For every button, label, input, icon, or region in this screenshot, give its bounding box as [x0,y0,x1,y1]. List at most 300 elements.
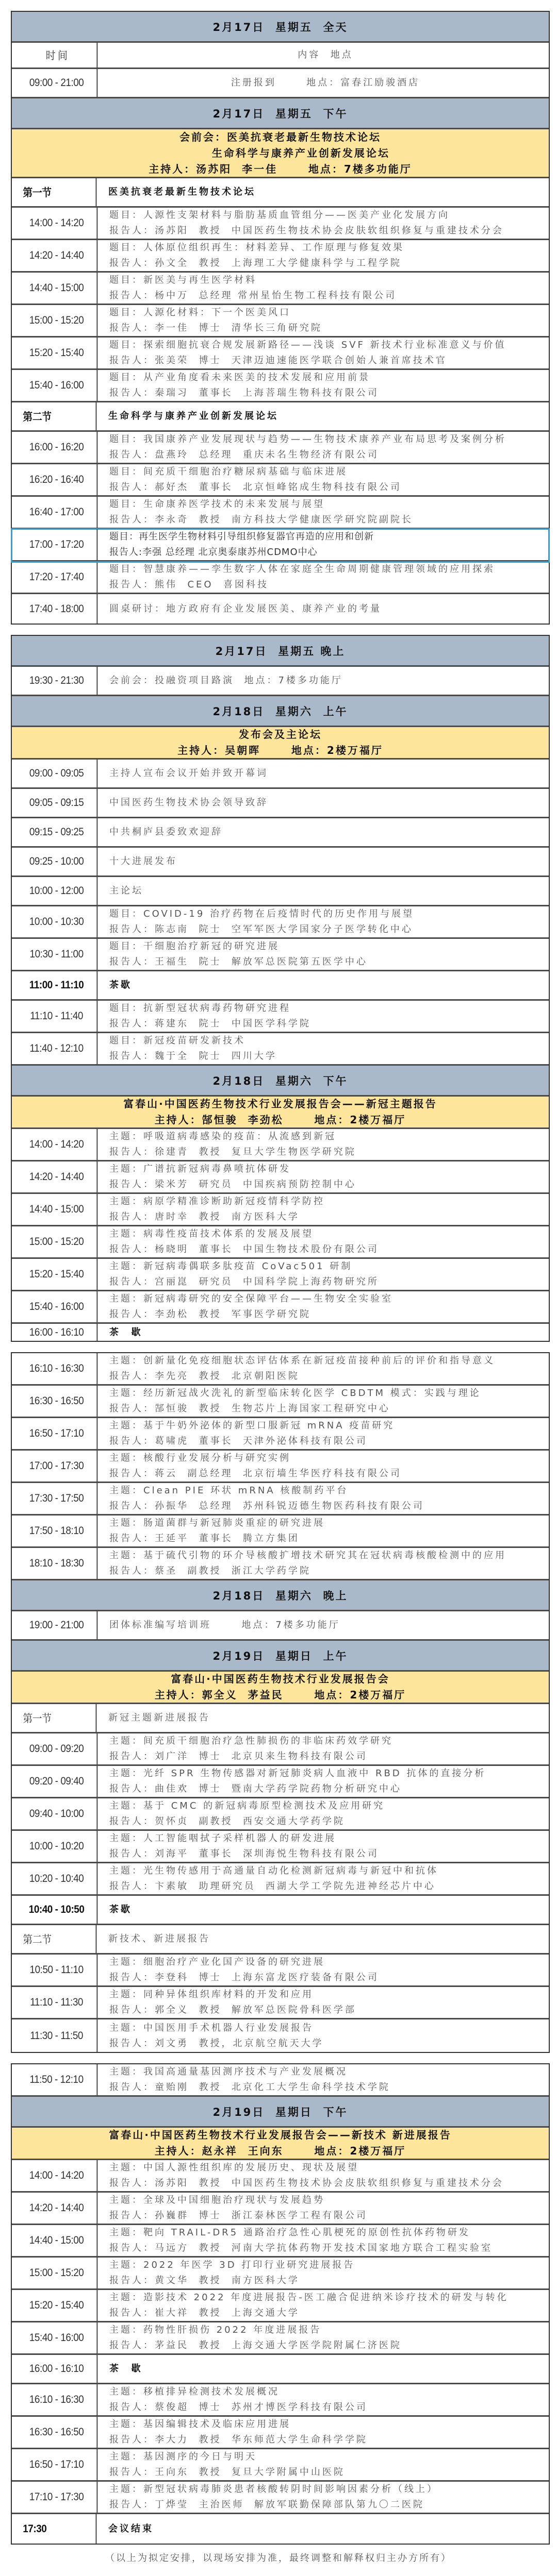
talk-speaker: 报告人：蔡圣 副教授 浙江大学药学院 [109,1565,311,1576]
time-cell: 10:40 - 10:50 [17,1896,98,1924]
content-text: 茶歇 [109,980,132,990]
time-cell: 16:10 - 16:30 [17,1353,98,1384]
content-cell [102,1733,549,1764]
content-cell [101,2514,549,2544]
time-cell: 15:00 - 15:20 [17,1226,98,1257]
single-row [12,667,549,696]
date-header: 2月19日 星期日 下午 [12,2097,549,2128]
single-row [12,877,549,906]
time-cell: 09:05 - 09:15 [17,789,98,817]
talk-title: 主题：2022 年医学 3D 打印行业研究进展报告 [109,2260,355,2270]
schedule-table [11,2063,550,2545]
talk-title: 主题：同种异体组织库材料的开发和应用 [109,1989,314,2000]
talk-row [12,2193,549,2225]
time-cell: 10:00 - 12:00 [17,877,98,905]
talk-row [12,1451,549,1483]
talk-title: 题目：新医美与再生医学材料 [109,275,257,285]
content-cell [102,2384,549,2415]
talk-speaker: 报告人：郭全义 教授 解放军总医院骨科医学部 [109,2005,356,2015]
talk-row [12,1483,549,1516]
talk-row [12,1001,549,1033]
talk-title: 题目：探索细胞抗衰合规发展新路径——浅谈 SVF 新技术行业标准意义与价值 [109,340,506,350]
content-cell [102,760,549,787]
talk-speaker: 报告人：熊伟 CEO 喜囡科技 [109,579,269,590]
content-cell [102,529,549,560]
talk-title: 主题：新冠病毒研究的安全保障平台——生物安全实验室 [109,1293,393,1304]
talk-row [12,1548,549,1580]
time-cell: 09:00 - 09:20 [17,1733,98,1764]
talk-title: 主题：呼吸道病毒感染的疫苗：从流感到新冠 [109,1131,336,1142]
time-cell: 17:30 - 17:50 [17,1483,98,1514]
single-row [12,760,549,789]
talk-row [12,432,549,464]
time-cell: 第二节 [17,402,97,430]
content-cell [102,432,549,463]
time-cell: 11:40 - 12:10 [17,1033,98,1064]
time-cell: 09:25 - 10:00 [17,848,98,875]
content-cell [102,338,549,368]
time-cell: 16:30 - 16:50 [17,2417,98,2448]
time-cell: 11:30 - 11:50 [17,2019,98,2052]
talk-row [12,1733,549,1766]
colhead-row [12,43,549,69]
talk-row [12,1863,549,1896]
talk-title: 主题：核酸行业发展分析与研究实例 [109,1453,291,1463]
talk-speaker: 报告人：孙振华 总经理 苏州科锐迈德生物医药科技有限公司 [109,1501,424,1511]
time-cell: 16:50 - 17:10 [17,1418,98,1449]
talk-speaker: 报告人：郜恒骏 教授 生物芯片上海国家工程研究中心 [109,1403,390,1414]
talk-row [12,497,549,529]
talk-speaker: 报告人：李大力 教授 华东师范大学生命科学学院 [109,2434,368,2445]
footer-note: （以上为拟定安排，以现场安排为准，最终调整和解释权归主办方所有） [105,2553,452,2564]
content-text: 新冠主题新进展报告 [108,1712,210,1723]
banner-line: 富春山·中国医药生物技术行业发展报告会——新技术 新进展报告 [109,2129,452,2141]
talk-row [12,1766,549,1798]
talk-title: 题目：我国康养产业发展现状与趋势——生物技术康养产业布局思考及案例分析 [109,434,506,445]
talk-speaker: 报告人：梁米芳 研究员 中国疾病预防控制中心 [109,1179,356,1190]
content-cell [102,69,549,97]
talk-row [12,1161,549,1194]
time-cell: 15:20 - 15:40 [17,2290,98,2321]
talk-row [12,1259,549,1291]
talk-speaker: 报告人：孙文全 教授 上海理工大学健康科学与工程学院 [109,258,402,268]
time-cell: 16:20 - 16:40 [17,464,98,495]
content-cell [102,240,549,271]
talk-title: 主题：基于牛奶外泌体的新型口服新冠 mRNA 疫苗研究 [109,1420,395,1431]
talk-speaker: 报告人：李永奇 教授 南方科技大学健康医学研究院副院长 [109,514,413,525]
date-header: 2月17日 星期五 下午 [12,98,549,129]
time-cell: 14:00 - 14:20 [17,1129,98,1160]
date-header: 2月17日 星期五 全天 [12,12,549,43]
time-cell: 14:20 - 14:40 [17,2193,98,2224]
banner-line: 生命科学与康养产业创新发展论坛 [171,146,390,159]
content-text: 主论坛 [109,885,143,896]
talk-row [12,1987,549,2019]
content-cell [102,1324,549,1341]
talk-row [12,240,549,273]
time-cell: 14:00 - 14:20 [17,208,98,239]
time-cell: 19:00 - 21:00 [17,1611,98,1639]
talk-speaker: 报告人：魏于全 院士 四川大学 [109,1051,277,1062]
content-cell [102,1896,549,1924]
time-cell: 09:15 - 09:25 [17,818,98,846]
talk-speaker: 报告人：张美荣 博士 天津迈迪速能医学联合创始人兼首席技术官 [109,355,447,366]
time-cell: 09:00 - 09:05 [17,760,98,787]
talk-title: 题目：人源性支架材料与脂肪基质血管组分——医美产业化发展方向 [109,210,450,221]
break-row [12,2355,549,2384]
content-text: 十大进展发布 [109,856,177,867]
content-cell [102,2160,549,2191]
content-text: 团体标准编写培训班 地点：7楼多功能厅 [109,1620,340,1630]
talk-row [12,2322,549,2355]
content-cell [102,1161,549,1192]
content-cell [102,1001,549,1032]
content-cell [102,1129,549,1160]
time-cell: 14:20 - 14:40 [17,240,98,271]
time-cell: 17:30 [17,2514,97,2544]
talk-row [12,2384,549,2417]
content-cell [102,971,549,999]
time-cell: 第二节 [17,1925,97,1953]
talk-title: 主题：光生物传感用于高通量自动化检测新冠病毒与新冠中和抗体 [109,1865,438,1876]
time-cell: 09:20 - 09:40 [17,1766,98,1797]
talk-row [12,2064,549,2097]
content-cell [102,43,549,68]
talk-title: 主题：基于 CMC 的新冠病毒原型检测技术及应用研究 [109,1800,385,1811]
talk-title: 主题：我国高通量基因测序技术与产业发展概况 [109,2066,348,2077]
banner-line: 会前会：医美抗衰老最新生物技术论坛 [179,130,381,143]
content-cell [102,1418,549,1449]
time-cell: 10:00 - 10:20 [17,1831,98,1862]
content-text: 新技术、新进展报告 [108,1933,210,1944]
time-cell: 10:20 - 10:40 [17,1863,98,1894]
talk-speaker: 报告人：蒋建东 院士 中国医学科学院 [109,1018,311,1029]
banner-line: 主持人：郭全义 茅益民 地点：2楼万福厅 [154,1689,406,1701]
talk-row [12,2449,549,2482]
talk-speaker: 报告人：曲佳欢 博士 暨南大学药学院药物分析研究中心 [109,1783,402,1794]
content-text: 茶 歇 [109,2363,143,2374]
talk-title: 主题：靶向 TRAIL-DR5 通路治疗急性心肌梗死的原创性抗体药物研发 [109,2227,470,2238]
time-cell: 11:10 - 11:30 [17,1987,98,2018]
talk-row [12,1353,549,1386]
talk-title: 主题：中国人源性组织库的发展历史、现状及展望 [109,2162,359,2173]
content-cell [102,1987,549,2018]
talk-title: 题目：抗新型冠状病毒药物研究进程 [109,1003,291,1014]
time-cell: 15:20 - 15:40 [17,338,98,368]
content-cell [102,667,549,695]
time-cell: 17:10 - 17:30 [17,2482,98,2513]
content-cell [102,1259,549,1290]
content-text: 圆桌研讨：地方政府有企业发展医美、康养产业的考量 [109,603,382,614]
time-cell: 16:00 - 16:20 [17,432,98,463]
talk-row [12,2482,549,2514]
talk-row [12,1798,549,1831]
talk-row [12,273,549,305]
talk-title: 题目：再生医学生物材料引导组织修复器官再造的应用和创新 [109,531,374,542]
talk-row [12,939,549,971]
time-cell: 16:30 - 16:50 [17,1386,98,1417]
time-cell: 第一节 [17,178,97,206]
time-cell: 16:50 - 17:10 [17,2449,98,2480]
content-cell [102,273,549,304]
content-text: 内容 地点 [298,49,353,60]
banner-line: 主持人：吴朝晖 地点：2楼万福厅 [177,744,383,756]
talk-row [12,2290,549,2322]
time-cell: 11:00 - 11:10 [17,971,98,999]
content-cell [102,464,549,495]
content-cell [102,1353,549,1384]
time-cell: 17:50 - 18:10 [17,1516,98,1546]
time-cell: 17:00 - 17:20 [17,529,98,560]
talk-title: 主题：基因测序的今日与明天 [109,2451,257,2462]
content-text: 会议结束 [108,2523,154,2534]
time-cell: 15:00 - 15:20 [17,2258,98,2288]
single-row [12,1611,549,1641]
talk-title: 主题：新型冠状病毒肺炎患者核酸转阴时间影响因素分析（线上） [109,2484,438,2495]
banner-line: 发布会及主论坛 [239,728,322,740]
talk-speaker: 报告人：马远方 教授 河南大学抗体药物开发技术国家地方联合工程实验室 [109,2243,493,2253]
content-cell [102,1033,549,1064]
banner-line: 富春山·中国医药生物技术行业发展报告会 [171,1673,390,1685]
talk-title: 主题：新冠病毒偶联多肽疫苗 CoVac501 研制 [109,1261,353,1272]
time-cell: 17:00 - 17:30 [17,1451,98,1481]
talk-speaker: 报告人：刘文勇 教授，北京航空航天大学 [109,2038,324,2049]
session-banner [12,2128,549,2160]
talk-row [12,1386,549,1418]
talk-title: 主题：造影技术 2022 年度进展报告-医工融合促进纳米诊疗技术的研发与转化 [109,2292,509,2303]
talk-title: 主题：Clean PIE 环状 mRNA 核酸制药平台 [109,1485,349,1496]
content-cell [102,2064,549,2095]
content-cell [102,1863,549,1894]
talk-speaker: 报告人：王向东 教授 复旦大学附属中山医院 [109,2467,345,2478]
content-text: 主持人宣布会议开始并致开幕词 [109,768,268,779]
time-cell: 15:40 - 16:00 [17,1291,98,1322]
talk-speaker: 报告人：黄文华 教授 南方医科大学 [109,2275,300,2286]
banner-line: 主持人：赵永祥 王向东 地点：2楼万福厅 [154,2145,406,2157]
talk-row [12,464,549,497]
time-cell: 11:50 - 12:10 [17,2064,98,2095]
single-row [12,818,549,848]
content-cell [102,1831,549,1862]
talk-speaker: 报告人：王福生 院士 解放军总医院第五医学中心 [109,956,368,967]
talk-row [12,906,549,939]
talk-speaker: 报告人：杨中万 总经理 常州星怡生物工程科技有限公司 [109,290,397,301]
talk-row [12,2417,549,2449]
talk-title: 题目：生命康养医学技术的未来发展与展望 [109,499,325,510]
content-cell [102,818,549,846]
talk-speaker: 报告人:李强 总经理 北京奥泰康苏州CDMO中心 [109,547,318,558]
single-row [12,789,549,818]
end-row [12,2514,549,2544]
talk-title: 主题：移植排异检测技术发展概况 [109,2386,280,2397]
content-cell [102,305,549,336]
center-row [12,69,549,98]
short-row [12,1324,549,1341]
content-text: 茶 歇 [109,1326,143,1338]
talk-title: 主题：经历新冠战火洗礼的新型临床转化医学 CBDTM 模式：实践与理论 [109,1388,481,1399]
content-cell [102,562,549,593]
talk-title: 主题：全球及中国细胞治疗现状与发展趋势 [109,2195,325,2205]
schedule-table [11,1352,550,2053]
section-row [12,402,549,432]
talk-speaker: 报告人：贺怀贞 副教授 西安交通大学药学院 [109,1816,345,1827]
talk-title: 主题：中国医用手术机器人行业发展报告 [109,2022,314,2033]
talk-speaker: 报告人：茅益民 教授 上海交通大学医学院附属仁济医院 [109,2340,402,2351]
talk-title: 主题：人工智能咽拭子采样机器人的研发进展 [109,1833,336,1844]
schedule-table [11,635,550,1342]
content-cell [102,2355,549,2383]
talk-title: 题目：COVID-19 治疗药物在后疫情时代的历史作用与展望 [109,908,415,919]
talk-speaker: 报告人：李劲松 教授 军事医学研究院 [109,1309,311,1320]
talk-title: 主题：广谱抗新冠病毒鼻喷抗体研发 [109,1164,291,1174]
session-banner [12,727,549,760]
talk-title: 题目：间充质干细胞治疗糖尿病基础与临床进展 [109,466,348,477]
content-cell [102,1386,549,1417]
session-banner [12,1672,549,1704]
talk-row [12,1418,549,1451]
time-cell: 15:20 - 15:40 [17,1259,98,1290]
talk-speaker: 报告人：汤苏阳 教授 中国医药生物技术协会皮肤软组织修复与重建技术分会 [109,225,504,236]
content-text: 医美抗衰老最新生物技术论坛 [108,187,256,197]
time-cell: 11:10 - 11:40 [17,1001,98,1032]
content-cell [101,1704,549,1732]
break-row [12,1896,549,1925]
talk-speaker: 报告人：蔡俊超 博士 苏州才博医学科技有限公司 [109,2402,368,2413]
talk-row [12,1226,549,1259]
schedule-table [11,11,550,625]
talk-title: 主题：创新量化免疫细胞状态评估体系在新冠疫苗接种前后的评价和指导意义 [109,1355,495,1366]
content-cell [102,1798,549,1829]
content-cell [101,178,549,206]
banner-line: 富春山·中国医药生物技术行业发展报告会——新冠主题报告 [123,1098,437,1110]
talk-row [12,1033,549,1066]
content-text: 生命科学与康养产业创新发展论坛 [108,411,278,422]
talk-row [12,1955,549,1987]
date-header: 2月18日 星期六 晚上 [12,1580,549,1611]
time-cell: 14:20 - 14:40 [17,1161,98,1192]
time-cell: 17:20 - 17:40 [17,562,98,593]
content-text: 会前会：投融资项目路演 地点：7楼多功能厅 [109,675,343,686]
date-header: 2月18日 星期六 上午 [12,696,549,727]
content-cell [102,2225,549,2256]
talk-speaker: 报告人：盘燕玲 总经理 重庆未名生物经济有限公司 [109,449,379,460]
talk-speaker: 报告人：李一佳 博士 清华长三角研究院 [109,323,322,333]
content-cell [101,402,549,430]
content-cell [102,2417,549,2448]
talk-speaker: 报告人：郝好杰 董事长 北京恒峰铭成生物科技有限公司 [109,482,402,493]
talk-speaker: 报告人：蒋云 副总经理 北京衍墙生华医疗科技有限公司 [109,1468,402,1479]
banner-line: 主持人：汤苏阳 李一佳 地点：7楼多功能厅 [149,162,412,175]
talk-title: 主题：药物性肝损伤 2022 年度进展报告 [109,2325,322,2335]
session-banner [12,1097,549,1129]
content-cell [102,1516,549,1546]
section-row [12,1925,549,1955]
content-text: 注册报到 地点：富春江励骏酒店 [231,77,420,88]
section-row [12,178,549,208]
time-cell: 时 间 [17,43,98,68]
talk-speaker: 报告人：卞素敏 助理研究员 西湖大学工学院先进神经芯片中心 [109,1881,436,1892]
time-cell: 15:40 - 16:00 [17,2322,98,2353]
time-cell: 14:40 - 15:00 [17,1194,98,1225]
content-cell [102,1611,549,1639]
talk-row [12,2225,549,2258]
talk-title: 主题：病毒性疫苗技术体系的发展及展望 [109,1228,314,1239]
talk-row[interactable] [12,529,549,562]
single-row [12,848,549,877]
content-cell [102,208,549,239]
talk-row [12,1194,549,1226]
talk-row [12,370,549,402]
content-cell [102,1955,549,1985]
content-cell [102,2482,549,2513]
single-row [12,594,549,624]
talk-speaker: 报告人：崔大祥 教授 上海交通大学 [109,2308,300,2318]
talk-row [12,562,549,594]
content-cell [102,1483,549,1514]
talk-speaker: 报告人：宫丽崑 研究员 中国科学院上海药物研究所 [109,1276,379,1287]
content-cell [102,1766,549,1797]
talk-title: 主题：肠道菌群与新冠肺炎重症的研究进展 [109,1518,325,1528]
date-header: 2月19日 星期日 上午 [12,1641,549,1672]
content-cell [102,1226,549,1257]
content-text: 中国医药生物技术协会领导致辞 [109,797,268,808]
talk-speaker: 报告人：杨晓明 董事长 中国生物技术股份有限公司 [109,1244,379,1255]
break-row [12,971,549,1001]
content-cell [102,1291,549,1322]
talk-title: 题目：干细胞治疗新冠的研究进展 [109,941,280,952]
content-cell [102,939,549,970]
time-cell: 第一节 [17,1704,97,1732]
time-cell: 10:00 - 10:30 [17,906,98,937]
content-text: 中共桐庐县委致欢迎辞 [109,827,223,837]
session-banner [12,129,549,178]
talk-title: 题目：从产业角度看未来医美的技术发展和应用前景 [109,372,370,383]
talk-speaker: 报告人：丁烨莹 主治医师 解放军联勤保障部队第九〇二医院 [109,2499,424,2510]
time-cell: 15:00 - 15:20 [17,305,98,336]
time-cell: 16:00 - 16:10 [17,1324,98,1341]
time-cell: 15:40 - 16:00 [17,370,98,401]
time-cell: 09:40 - 10:00 [17,1798,98,1829]
talk-speaker: 报告人：刘海平 董事长 深圳海悦生物科技有限公司 [109,1848,379,1859]
time-cell: 14:40 - 15:00 [17,2225,98,2256]
talk-title: 题目：智慧康养——孪生数字人体在家庭全生命周期健康管理领域的应用探索 [109,564,495,575]
time-cell: 14:00 - 14:20 [17,2160,98,2191]
date-header: 2月18日 星期六 下午 [12,1066,549,1097]
talk-row [12,2019,549,2052]
time-cell: 09:00 - 21:00 [17,69,98,97]
talk-title: 主题：基因编辑技术及临床应用进展 [109,2419,291,2430]
time-cell: 18:10 - 18:30 [17,1548,98,1579]
talk-speaker: 报告人：徐建青 教授 复旦大学生物医学研究院 [109,1147,356,1157]
time-cell: 17:40 - 18:00 [17,594,98,624]
talk-title: 主题：基于硫代引物的环介导核酸扩增技术研究其在冠状病毒核酸检测中的应用 [109,1550,506,1561]
talk-title: 题目：人源化材料：下一个医美风口 [109,307,291,318]
time-cell: 10:50 - 11:10 [17,1955,98,1985]
talk-speaker: 报告人：孙巍群 博士 浙江泰林医学工程有限公司 [109,2210,368,2221]
talk-speaker: 报告人：刘广洋 博士 北京贝来生物科技有限公司 [109,1751,368,1762]
time-cell: 19:30 - 21:30 [17,667,98,695]
talk-speaker: 报告人：葛啸虎 董事长 天津外泌体科技有限公司 [109,1436,368,1446]
talk-row [12,1831,549,1863]
content-text: 茶歇 [109,1904,132,1915]
content-cell [102,2290,549,2321]
talk-row [12,2258,549,2290]
talk-speaker: 报告人：秦瑞习 董事长 上海菩瑞生物科技有限公司 [109,388,379,398]
date-header: 2月17日 星期五 晚上 [12,636,549,667]
section-row [12,1704,549,1733]
talk-speaker: 报告人：汤苏阳 教授 中国医药生物技术协会皮肤软组织修复与重建技术分会 [109,2178,504,2188]
talk-row [12,208,549,240]
